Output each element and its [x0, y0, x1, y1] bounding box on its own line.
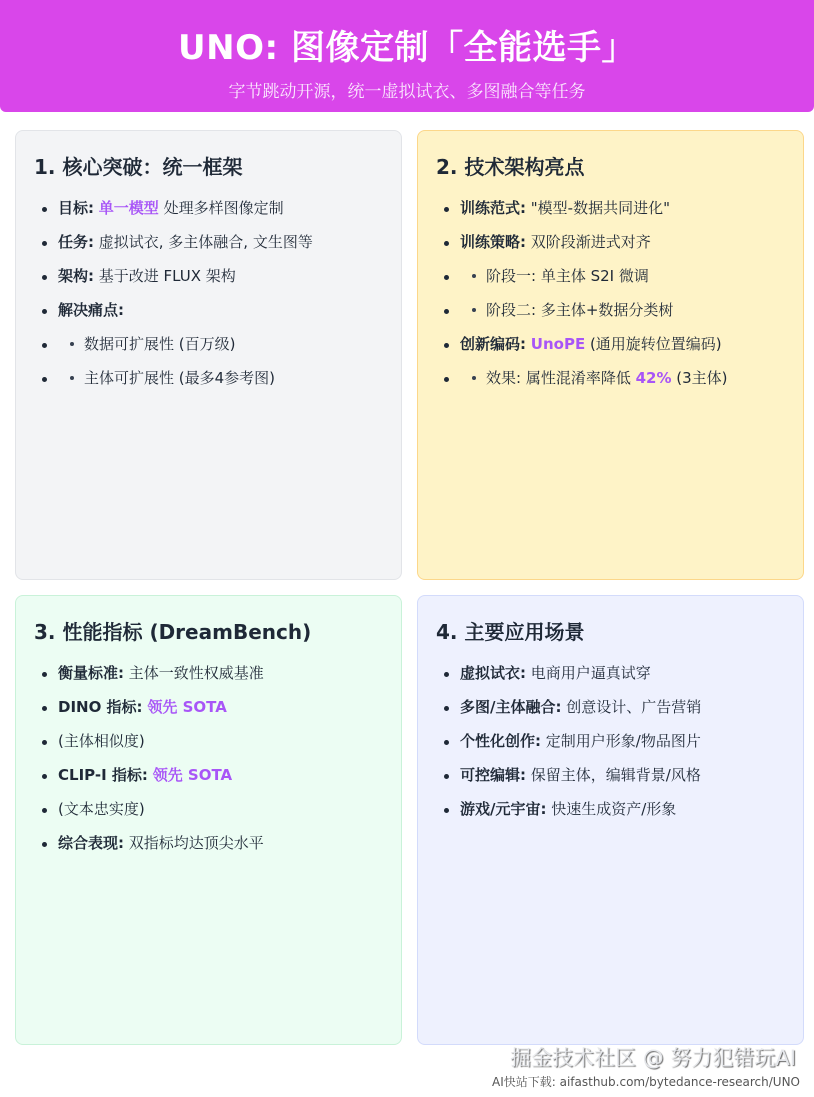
card-performance-metrics — [15, 595, 402, 1045]
item-label: 可控编辑: — [460, 766, 526, 784]
list-item — [436, 663, 785, 697]
item-text-after: 处理多样图像定制 — [158, 199, 284, 217]
item-label: 训练策略: — [460, 233, 526, 251]
item-text: 基于改进 FLUX 架构 — [94, 267, 236, 285]
item-text: 效果: 属性混淆率降低 — [486, 369, 636, 387]
item-text: 定制用户形象/物品图片 — [541, 732, 701, 750]
list-item — [436, 799, 785, 833]
item-highlight: 42% — [635, 369, 672, 387]
item-label: 综合表现: — [58, 834, 124, 852]
list-item — [436, 198, 785, 232]
item-text: "模型-数据共同进化" — [526, 199, 670, 217]
list-item — [34, 731, 383, 765]
item-label: 任务: — [58, 233, 94, 251]
list-item — [436, 300, 785, 334]
card-title: 3. 性能指标 (DreamBench) — [34, 620, 312, 644]
item-label: CLIP-I 指标: — [58, 766, 148, 784]
item-text: 双指标均达顶尖水平 — [124, 834, 264, 852]
list-item — [34, 266, 383, 300]
page-title: UNO: 图像定制「全能选手」 — [178, 28, 636, 68]
list-item — [34, 232, 383, 266]
item-label: 创新编码: — [460, 335, 526, 353]
header-banner — [0, 0, 814, 112]
page-subtitle: 字节跳动开源，统一虚拟试衣、多图融合等任务 — [228, 82, 586, 102]
item-text: (主体相似度) — [58, 732, 145, 750]
list-item — [34, 368, 383, 402]
item-text: 主体可扩展性 (最多4参考图) — [84, 369, 276, 387]
item-text: 虚拟试衣, 多主体融合, 文生图等 — [94, 233, 313, 251]
list-item — [436, 697, 785, 731]
item-highlight: 领先 SOTA — [152, 766, 233, 784]
list-item — [34, 833, 383, 867]
item-text: 数据可扩展性 (百万级) — [84, 335, 236, 353]
card-application-scenarios — [417, 595, 804, 1045]
list-item — [34, 198, 383, 232]
list-item — [34, 334, 383, 368]
item-label: 多图/主体融合: — [460, 698, 562, 716]
list-item — [34, 799, 383, 833]
list-item — [34, 697, 383, 731]
card-architecture-highlights — [417, 130, 804, 580]
list-item — [436, 731, 785, 765]
item-label: 目标: — [58, 199, 94, 217]
item-label: 个性化创作: — [460, 732, 541, 750]
item-label: 架构: — [58, 267, 94, 285]
item-label: DINO 指标: — [58, 698, 143, 716]
item-text: 快速生成资产/形象 — [546, 800, 677, 818]
item-highlight: 单一模型 — [98, 199, 159, 217]
list-item — [436, 334, 785, 368]
list-item — [34, 765, 383, 799]
item-text: 保留主体，编辑背景/风格 — [526, 766, 701, 784]
card-title: 1. 核心突破：统一框架 — [34, 155, 243, 179]
card-core-breakthrough — [15, 130, 402, 580]
sub-bullet-icon — [70, 376, 74, 380]
item-text: 双阶段渐进式对齐 — [526, 233, 651, 251]
sub-bullet-icon — [472, 308, 476, 312]
list-item — [436, 266, 785, 300]
list-item — [436, 368, 785, 402]
list-item — [34, 300, 383, 334]
item-label: 解决痛点: — [58, 301, 124, 319]
item-text: 创意设计、广告营销 — [561, 698, 702, 716]
item-text-after: (通用旋转位置编码) — [585, 335, 722, 353]
sub-bullet-icon — [472, 376, 476, 380]
item-text: 阶段一: 单主体 S2I 微调 — [486, 267, 649, 285]
sub-bullet-icon — [70, 342, 74, 346]
sub-bullet-icon — [472, 274, 476, 278]
list-item — [436, 232, 785, 266]
item-highlight: UnoPE — [530, 335, 586, 353]
card-title: 2. 技术架构亮点 — [436, 155, 585, 179]
item-text: 电商用户逼真试穿 — [526, 664, 651, 682]
card-title: 4. 主要应用场景 — [436, 620, 585, 644]
watermark: 掘金技术社区 @ 努力犯错玩AI — [510, 1046, 796, 1070]
item-text-after: (3主体) — [671, 369, 728, 387]
item-text: 主体一致性权威基准 — [124, 664, 264, 682]
list-item — [436, 765, 785, 799]
item-highlight: 领先 SOTA — [147, 698, 227, 716]
item-text: 阶段二: 多主体+数据分类树 — [486, 301, 674, 319]
item-label: 虚拟试衣: — [460, 664, 526, 682]
item-text: (文本忠实度) — [58, 800, 145, 818]
item-label: 衡量标准: — [58, 664, 124, 682]
list-item — [34, 663, 383, 697]
download-note: AI快站下载: aifasthub.com/bytedance-research/UNO — [492, 1075, 800, 1089]
item-label: 游戏/元宇宙: — [460, 800, 547, 818]
item-label: 训练范式: — [460, 199, 526, 217]
